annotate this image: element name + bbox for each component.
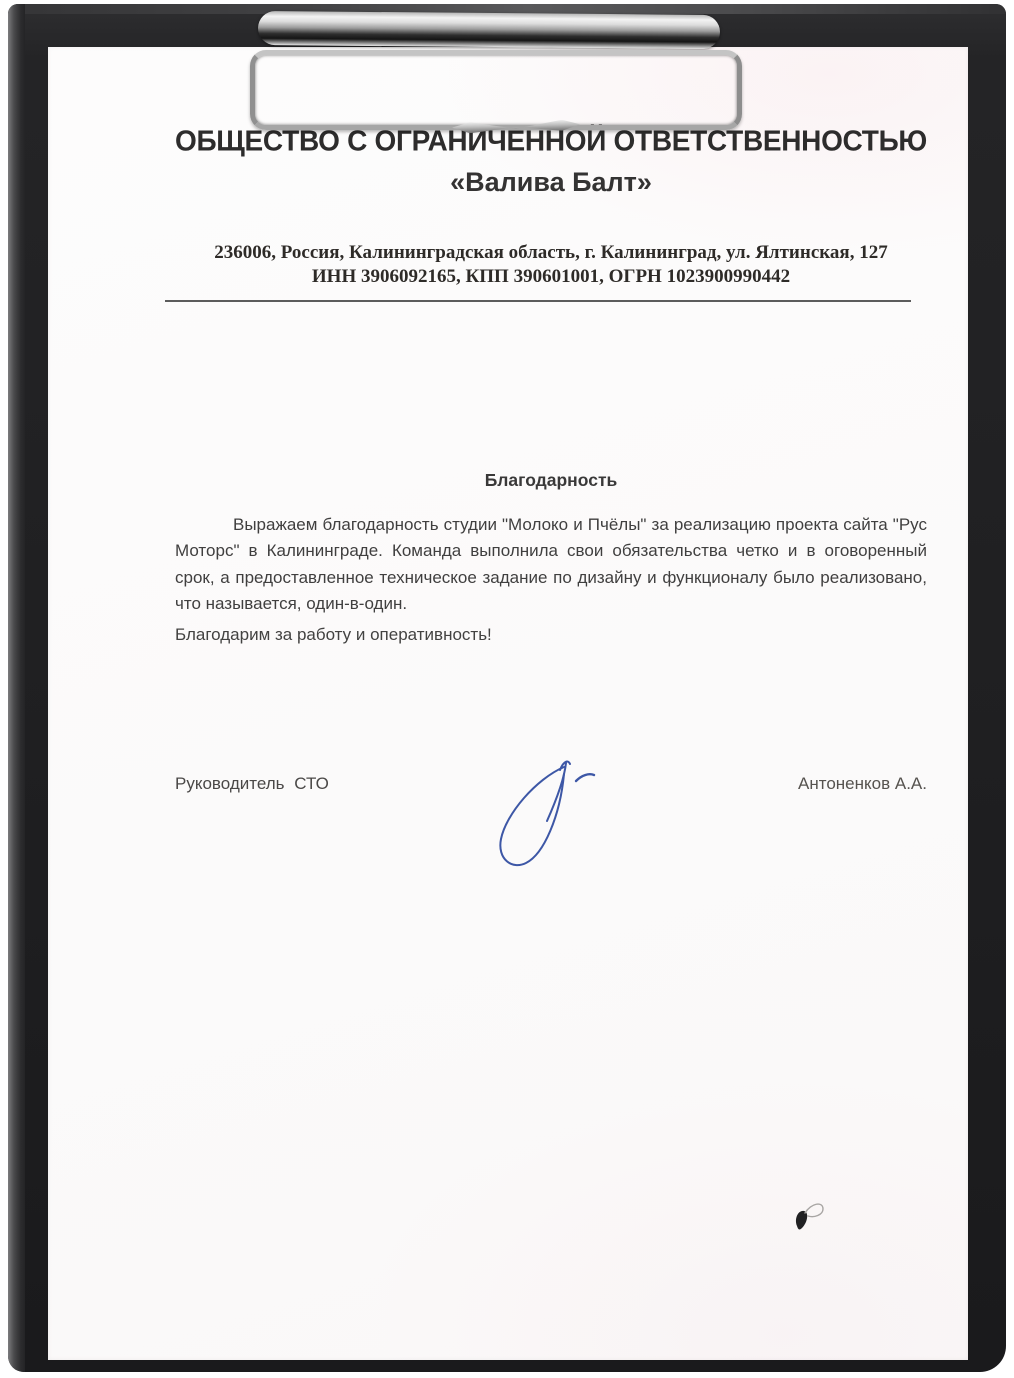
- clipboard-clip-bar: [258, 11, 720, 49]
- signature-role-label: Руководитель СТО: [175, 774, 329, 793]
- letter-title: Благодарность: [484, 470, 618, 490]
- company-name: ОБЩЕСТВО С ОГРАНИЧЕННОЙ ОТВЕТСТВЕННОСТЬЮ: [175, 124, 927, 157]
- handwritten-signature-icon: [480, 753, 612, 881]
- company-address: 236006, Россия, Калининградская область, г. Калининград, ул. Ялтинская, 127: [214, 242, 888, 263]
- clipboard-side-edge: [8, 4, 25, 1372]
- company-short-name: «Валива Балт»: [450, 167, 652, 197]
- letter-paper: [48, 47, 968, 1360]
- letter-closing: Благодарим за работу и оперативность!: [175, 625, 492, 644]
- signature-name-label: Антоненков А.А.: [798, 774, 927, 793]
- letterhead-divider: [165, 300, 911, 302]
- clipboard-clip-wire-frame: [250, 50, 742, 130]
- company-registration-numbers: ИНН 3906092165, КПП 390601001, ОГРН 1023900990442: [311, 266, 791, 287]
- ink-smudge-icon: [783, 1195, 837, 1237]
- letter-body: Выражаем благодарность студии "Молоко и Пчёлы" за реализацию проекта сайта "Рус Моторс" в Калининграде. Команда выполнила свои обязательства четко и в оговоренный срок, а предоставленное техническое задание по дизайну и функционалу было реализовано, что называется, один-в-один.: [175, 515, 927, 613]
